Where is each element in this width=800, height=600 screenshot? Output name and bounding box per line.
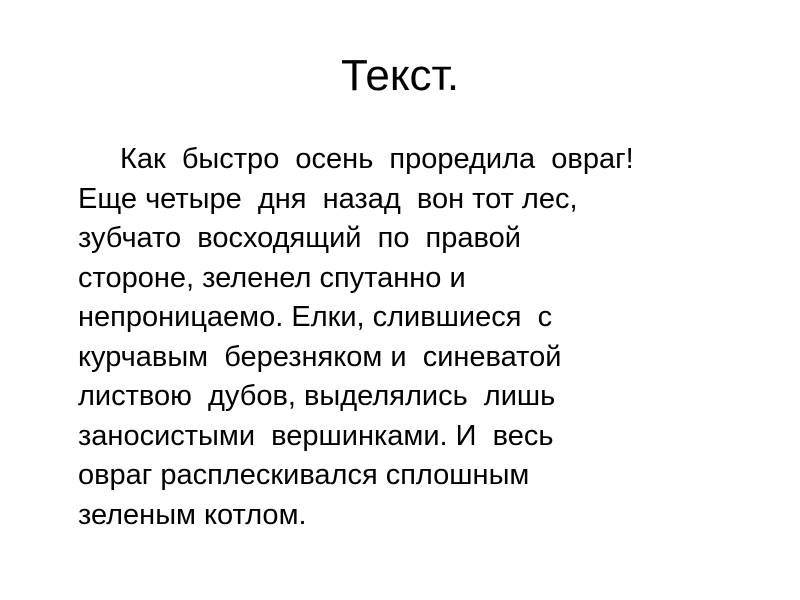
text-line: Еще четыре дня назад вон тот лес, bbox=[78, 182, 578, 215]
text-line: заносистыми вершинками. И весь bbox=[78, 419, 554, 452]
text-line: листвою дубов, выделялись лишь bbox=[78, 380, 556, 412]
text-line: стороне, зеленел спутанно и bbox=[78, 261, 466, 294]
slide-title: Текст. bbox=[340, 51, 460, 100]
text-line: курчавым березняком и синеватой bbox=[78, 340, 562, 373]
text-line: непроницаемо. Елки, слившиеся с bbox=[78, 301, 553, 333]
body-paragraph bbox=[78, 140, 778, 535]
text-line: овраг расплескивался сплошным bbox=[78, 459, 530, 491]
text-line: зубчато восходящий по правой bbox=[78, 222, 521, 254]
text-line: Как быстро осень проредила овраг! bbox=[120, 143, 634, 175]
text-line: зеленым котлом. bbox=[78, 498, 307, 531]
